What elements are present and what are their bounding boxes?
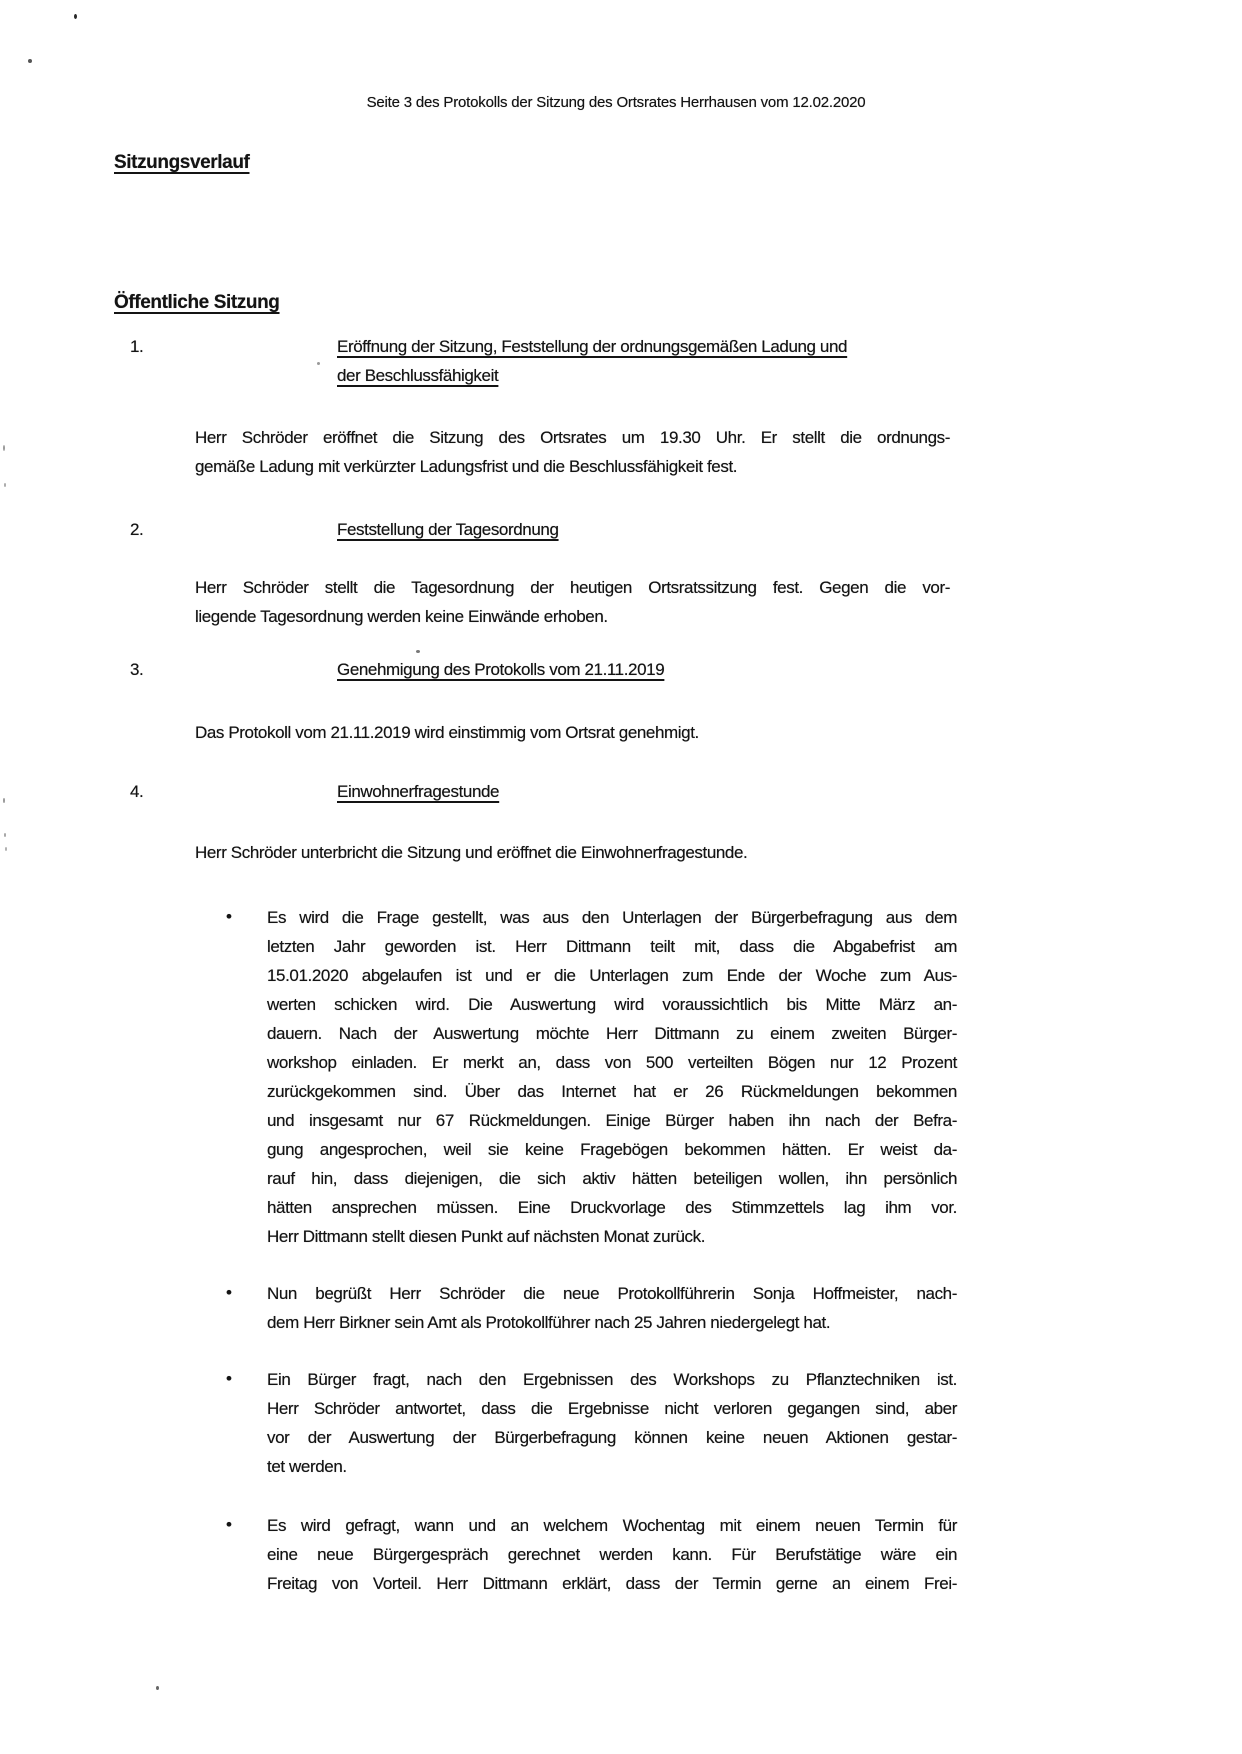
- text-line: Es wird die Frage gestellt, was aus den Unterlagen der Bürgerbefragung aus dem: [267, 908, 957, 927]
- bullet-text: [267, 1365, 957, 1481]
- item-body: [195, 423, 950, 481]
- text-line: und insgesamt nur 67 Rückmeldungen. Einige Bürger haben ihn nach der Befra-: [267, 1111, 957, 1130]
- scan-speck: [156, 1686, 159, 1690]
- item-number: 2.: [130, 520, 144, 539]
- scan-speck: [416, 650, 420, 653]
- bullet-text: [267, 1511, 957, 1598]
- scan-speck: [3, 798, 5, 803]
- section-heading: Öffentliche Sitzung: [114, 292, 280, 313]
- bullet-marker: •: [226, 1283, 232, 1302]
- text-line: 15.01.2020 abgelaufen ist und er die Unterlagen zum Ende der Woche zum Aus-: [267, 966, 957, 985]
- scan-speck: [74, 14, 77, 19]
- text-line: gung angesprochen, weil sie keine Fragebögen bekommen hätten. Er weist da-: [267, 1140, 957, 1159]
- bullet-text: [267, 1279, 957, 1337]
- bullet-text: [267, 903, 957, 1251]
- text-line: tet werden.: [267, 1457, 347, 1476]
- scan-speck: [3, 445, 5, 451]
- text-line: Einwohnerfragestunde: [337, 782, 500, 801]
- bullet-marker: •: [226, 1369, 232, 1388]
- scan-speck: [4, 833, 6, 837]
- text-line: Herr Schröder eröffnet die Sitzung des Ortsrates um 19.30 Uhr. Er stellt die ordnungs-: [195, 428, 950, 447]
- text-line: Herr Schröder unterbricht die Sitzung und eröffnet die Einwohnerfragestunde.: [195, 843, 748, 862]
- bullet-marker: •: [226, 907, 232, 926]
- item-body: [195, 838, 950, 867]
- text-line: Feststellung der Tagesordnung: [337, 520, 559, 539]
- item-number: 4.: [130, 782, 144, 801]
- text-line: gemäße Ladung mit verkürzter Ladungsfrist und die Beschlussfähigkeit fest.: [195, 457, 738, 476]
- item-heading: [337, 332, 847, 390]
- item-heading: [337, 777, 499, 806]
- item-body: [195, 718, 950, 747]
- item-heading: [337, 515, 559, 544]
- text-line: rauf hin, dass diejenigen, die sich aktiv hätten beteiligen wollen, ihn persönlich: [267, 1169, 957, 1188]
- page-header: Seite 3 des Protokolls der Sitzung des Ortsrates Herrhausen vom 12.02.2020: [366, 94, 866, 111]
- item-heading: [337, 655, 664, 684]
- text-line: Genehmigung des Protokolls vom 21.11.2019: [337, 660, 665, 679]
- text-line: dem Herr Birkner sein Amt als Protokollführer nach 25 Jahren niedergelegt hat.: [267, 1313, 831, 1332]
- scan-speck: [5, 847, 7, 851]
- text-line: Das Protokoll vom 21.11.2019 wird einstimmig vom Ortsrat genehmigt.: [195, 723, 699, 742]
- text-line: werten schicken wird. Die Auswertung wird voraussichtlich bis Mitte März an-: [267, 995, 957, 1014]
- text-line: Ein Bürger fragt, nach den Ergebnissen des Workshops zu Pflanztechniken ist.: [267, 1370, 957, 1389]
- text-line: hätten ansprechen müssen. Eine Druckvorlage des Stimmzettels lag ihm vor.: [267, 1198, 957, 1217]
- text-line: workshop einladen. Er merkt an, dass von 500 verteilten Bögen nur 12 Prozent: [267, 1053, 957, 1072]
- text-line: Es wird gefragt, wann und an welchem Wochentag mit einem neuen Termin für: [267, 1516, 957, 1535]
- scan-speck: [4, 483, 6, 487]
- document-title: Sitzungsverlauf: [114, 152, 250, 173]
- text-line: vor der Auswertung der Bürgerbefragung können keine neuen Aktionen gestar-: [267, 1428, 957, 1447]
- text-line: Herr Schröder stellt die Tagesordnung der heutigen Ortsratssitzung fest. Gegen die vor-: [195, 578, 950, 597]
- text-line: eine neue Bürgergespräch gerechnet werden kann. Für Berufstätige wäre ein: [267, 1545, 957, 1564]
- text-line: zurückgekommen sind. Über das Internet hat er 26 Rückmeldungen bekommen: [267, 1082, 957, 1101]
- text-line: Nun begrüßt Herr Schröder die neue Protokollführerin Sonja Hoffmeister, nach-: [267, 1284, 957, 1303]
- text-line: liegende Tagesordnung werden keine Einwände erhoben.: [195, 607, 608, 626]
- text-line: der Beschlussfähigkeit: [337, 366, 499, 385]
- item-number: 3.: [130, 660, 144, 679]
- text-line: Eröffnung der Sitzung, Feststellung der ordnungsgemäßen Ladung und: [337, 337, 848, 356]
- text-line: Herr Schröder antwortet, dass die Ergebnisse nicht verloren gegangen sind, aber: [267, 1399, 957, 1418]
- scan-speck: [317, 362, 320, 365]
- text-line: dauern. Nach der Auswertung möchte Herr Dittmann zu einem zweiten Bürger-: [267, 1024, 957, 1043]
- item-number: 1.: [130, 337, 144, 356]
- text-line: letzten Jahr geworden ist. Herr Dittmann teilt mit, dass die Abgabefrist am: [267, 937, 957, 956]
- text-line: Herr Dittmann stellt diesen Punkt auf nächsten Monat zurück.: [267, 1227, 706, 1246]
- bullet-marker: •: [226, 1515, 232, 1534]
- item-body: [195, 573, 950, 631]
- text-line: Freitag von Vorteil. Herr Dittmann erklärt, dass der Termin gerne an einem Frei-: [267, 1574, 957, 1593]
- scan-speck: [28, 59, 32, 63]
